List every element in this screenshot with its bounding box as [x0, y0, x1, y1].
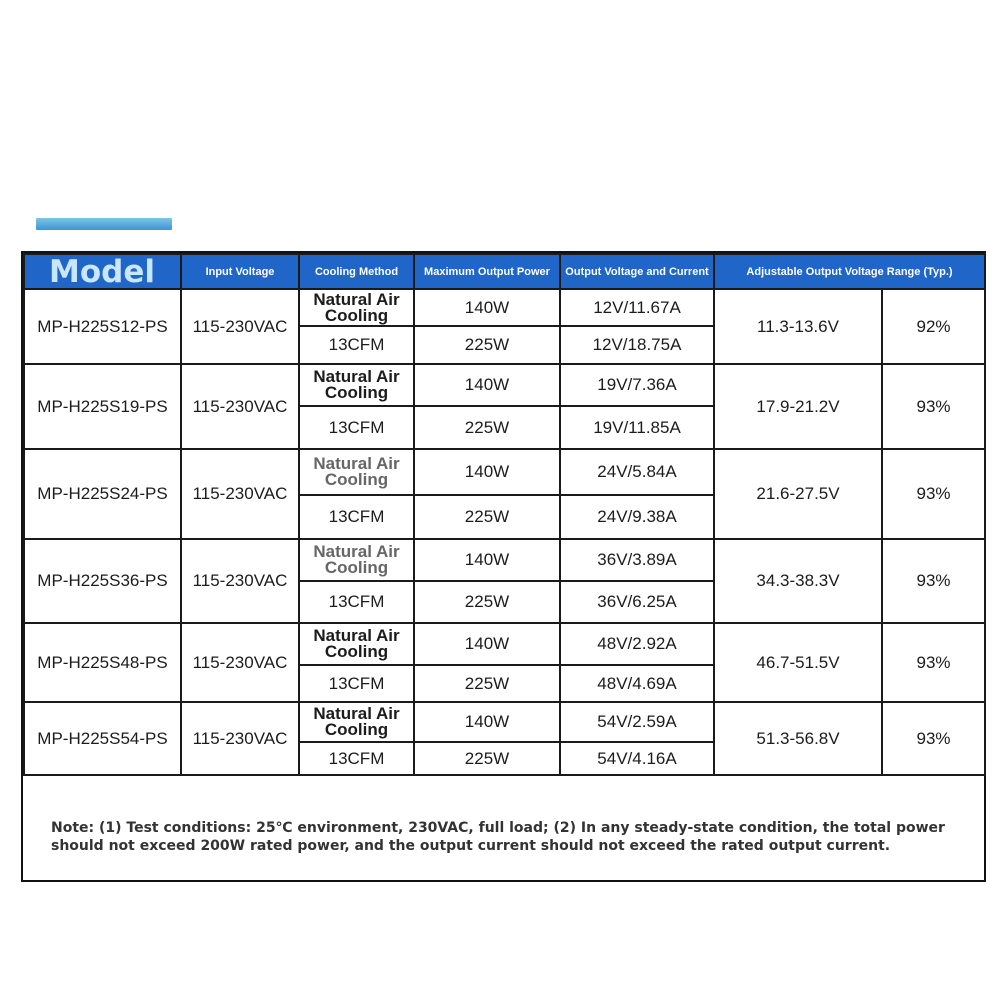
power-natural-cell: 140W [414, 623, 560, 665]
cooling-natural-cell: Natural Air Cooling [299, 289, 414, 326]
table-row [24, 539, 985, 581]
output-natural-cell: 24V/5.84A [560, 449, 714, 495]
efficiency-cell: 93% [882, 449, 985, 539]
input-voltage-cell: 115-230VAC [181, 289, 299, 364]
output-natural-cell: 48V/2.92A [560, 623, 714, 665]
table-row [24, 623, 985, 665]
power-forced-cell: 225W [414, 742, 560, 775]
output-forced-cell: 19V/11.85A [560, 406, 714, 449]
output-natural-cell: 54V/2.59A [560, 702, 714, 742]
table-row [24, 449, 985, 495]
output-forced-cell: 12V/18.75A [560, 326, 714, 364]
cooling-forced-cell: 13CFM [299, 495, 414, 539]
footnote: Note: (1) Test conditions: 25℃ environment, 230VAC, full load; (2) In any steady-state condition, the total power should not exceed 200W rated power, and the output current should not exceed the rated output current. [51, 820, 945, 854]
header-input-voltage: Input Voltage [181, 254, 299, 289]
power-natural-cell: 140W [414, 539, 560, 581]
cooling-natural-cell: Natural Air Cooling [299, 702, 414, 742]
output-forced-cell: 36V/6.25A [560, 581, 714, 623]
power-natural-cell: 140W [414, 364, 560, 406]
adjustable-range-cell: 46.7-51.5V [714, 623, 882, 702]
table-row [24, 289, 985, 326]
adjustable-range-cell: 11.3-13.6V [714, 289, 882, 364]
header-model: Model [24, 254, 181, 289]
model-cell: MP-H225S48-PS [24, 623, 181, 702]
input-voltage-cell: 115-230VAC [181, 702, 299, 775]
header-adjustable-range: Adjustable Output Voltage Range (Typ.) [714, 254, 985, 289]
header-cooling-method: Cooling Method [299, 254, 414, 289]
power-forced-cell: 225W [414, 495, 560, 539]
adjustable-range-cell: 21.6-27.5V [714, 449, 882, 539]
output-forced-cell: 24V/9.38A [560, 495, 714, 539]
model-cell: MP-H225S36-PS [24, 539, 181, 623]
table-row [24, 364, 985, 406]
decorative-accent-bar [36, 218, 172, 230]
power-forced-cell: 225W [414, 581, 560, 623]
output-forced-cell: 54V/4.16A [560, 742, 714, 775]
header-output-voltage-current: Output Voltage and Current [560, 254, 714, 289]
efficiency-cell: 93% [882, 364, 985, 449]
power-natural-cell: 140W [414, 702, 560, 742]
power-forced-cell: 225W [414, 326, 560, 364]
efficiency-cell: 93% [882, 539, 985, 623]
cooling-forced-cell: 13CFM [299, 406, 414, 449]
model-cell: MP-H225S54-PS [24, 702, 181, 775]
efficiency-cell: 92% [882, 289, 985, 364]
power-forced-cell: 225W [414, 406, 560, 449]
model-cell: MP-H225S12-PS [24, 289, 181, 364]
input-voltage-cell: 115-230VAC [181, 539, 299, 623]
cooling-forced-cell: 13CFM [299, 742, 414, 775]
input-voltage-cell: 115-230VAC [181, 449, 299, 539]
output-natural-cell: 36V/3.89A [560, 539, 714, 581]
adjustable-range-cell: 17.9-21.2V [714, 364, 882, 449]
cooling-forced-cell: 13CFM [299, 581, 414, 623]
power-natural-cell: 140W [414, 449, 560, 495]
cooling-forced-cell: 13CFM [299, 326, 414, 364]
cooling-natural-cell: Natural Air Cooling [299, 539, 414, 581]
cooling-natural-cell: Natural Air Cooling [299, 623, 414, 665]
header-max-output-power: Maximum Output Power [414, 254, 560, 289]
adjustable-range-cell: 51.3-56.8V [714, 702, 882, 775]
spec-table [23, 253, 986, 776]
input-voltage-cell: 115-230VAC [181, 623, 299, 702]
input-voltage-cell: 115-230VAC [181, 364, 299, 449]
table-row [24, 702, 985, 742]
cooling-natural-cell: Natural Air Cooling [299, 364, 414, 406]
power-forced-cell: 225W [414, 665, 560, 702]
model-cell: MP-H225S19-PS [24, 364, 181, 449]
cooling-natural-cell: Natural Air Cooling [299, 449, 414, 495]
output-forced-cell: 48V/4.69A [560, 665, 714, 702]
power-natural-cell: 140W [414, 289, 560, 326]
efficiency-cell: 93% [882, 623, 985, 702]
adjustable-range-cell: 34.3-38.3V [714, 539, 882, 623]
efficiency-cell: 93% [882, 702, 985, 775]
output-natural-cell: 12V/11.67A [560, 289, 714, 326]
spec-sheet [21, 251, 986, 882]
model-cell: MP-H225S24-PS [24, 449, 181, 539]
header-row [24, 254, 985, 289]
cooling-forced-cell: 13CFM [299, 665, 414, 702]
output-natural-cell: 19V/7.36A [560, 364, 714, 406]
